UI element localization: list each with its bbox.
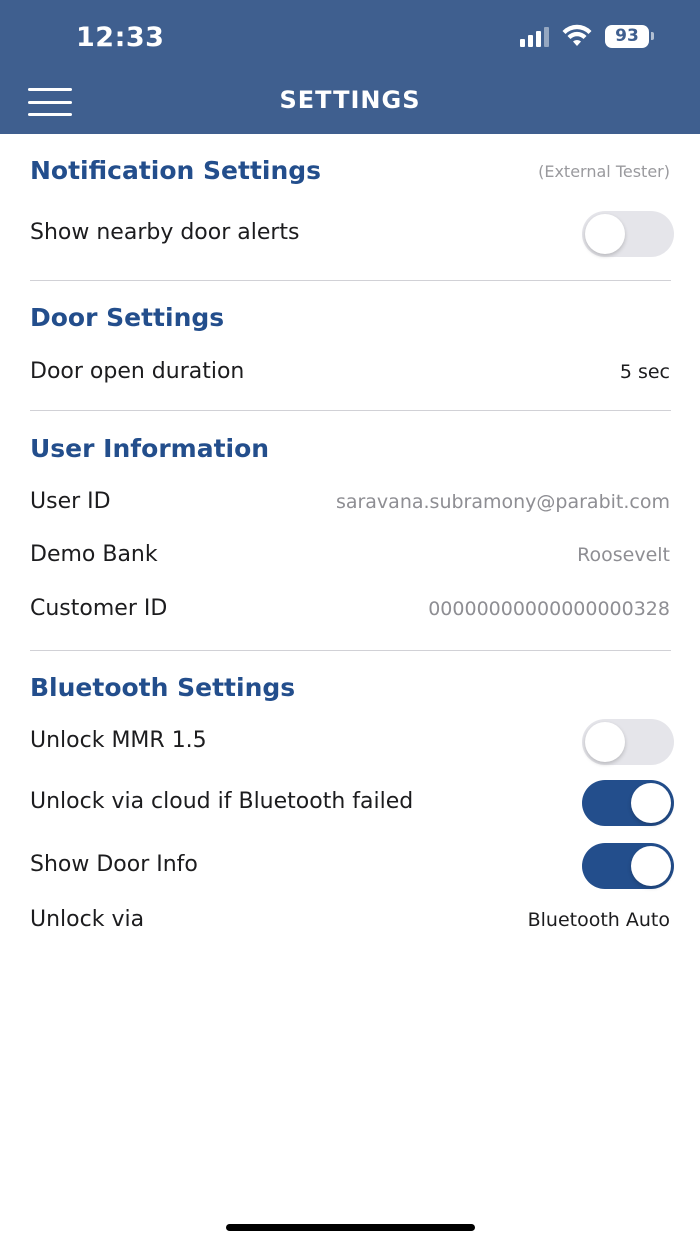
app-header — [0, 0, 700, 134]
wifi-icon — [561, 24, 593, 48]
divider — [30, 410, 671, 411]
unlock-via-label: Unlock via — [30, 907, 145, 932]
bluetooth-settings-heading: Bluetooth Settings — [30, 673, 296, 702]
door-open-duration-label: Door open duration — [30, 359, 245, 384]
unlock-mmr-toggle[interactable] — [582, 719, 674, 765]
customer-id-value: 00000000000000000328 — [428, 598, 670, 620]
divider — [30, 280, 671, 281]
home-indicator — [226, 1224, 475, 1231]
user-id-label: User ID — [30, 489, 111, 514]
show-door-info-label: Show Door Info — [30, 852, 198, 877]
cellular-signal-icon — [520, 25, 549, 47]
cloud-fallback-toggle[interactable] — [582, 780, 674, 826]
tester-label: (External Tester) — [538, 162, 670, 181]
nearby-alerts-toggle[interactable] — [582, 211, 674, 257]
user-information-heading: User Information — [30, 434, 270, 463]
user-id-value: saravana.subramony@parabit.com — [335, 491, 670, 513]
demo-bank-value: Roosevelt — [577, 544, 670, 566]
unlock-via-value[interactable]: Bluetooth Auto — [527, 909, 670, 931]
show-door-info-toggle[interactable] — [582, 843, 674, 889]
door-settings-heading: Door Settings — [30, 303, 225, 332]
demo-bank-label: Demo Bank — [30, 542, 158, 567]
divider — [30, 650, 671, 651]
notification-settings-heading: Notification Settings — [30, 156, 322, 185]
page-title: SETTINGS — [279, 86, 421, 114]
status-icons — [520, 24, 654, 48]
battery-level: 93 — [605, 25, 649, 48]
cloud-fallback-label: Unlock via cloud if Bluetooth failed — [30, 789, 414, 814]
customer-id-label: Customer ID — [30, 596, 168, 621]
status-time: 12:33 — [76, 22, 165, 53]
nearby-alerts-label: Show nearby door alerts — [30, 220, 300, 245]
door-open-duration-value[interactable]: 5 sec — [619, 361, 670, 383]
battery-icon — [605, 25, 654, 48]
unlock-mmr-label: Unlock MMR 1.5 — [30, 728, 207, 753]
